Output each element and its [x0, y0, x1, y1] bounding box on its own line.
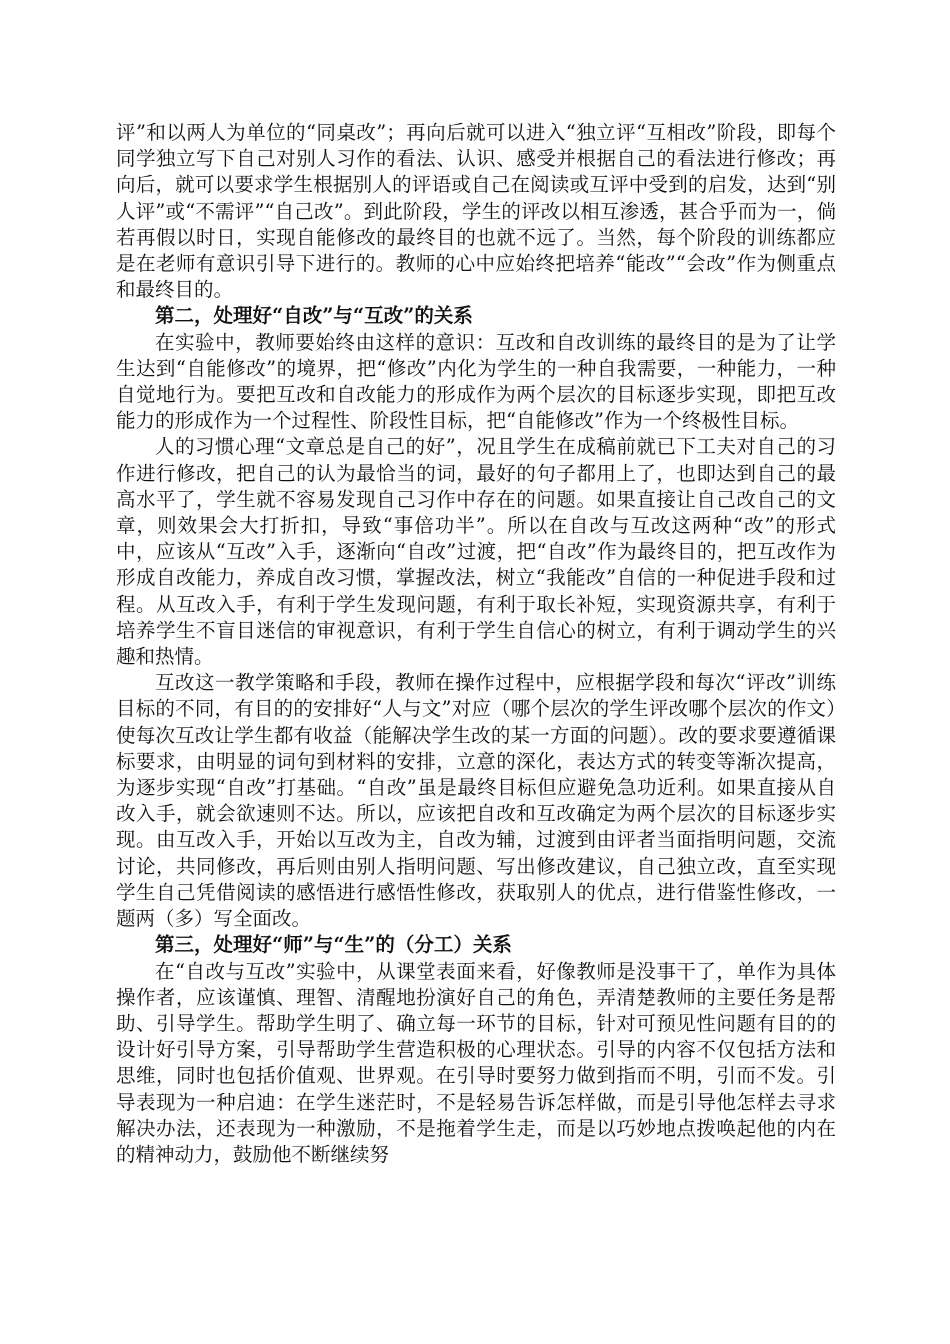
document-body	[116, 120, 836, 1168]
paragraph: 在“自改与互改”实验中，从课堂表面来看，好像教师是没事干了，单作为具体操作者，应该谨慎、理智、清醒地扮演好自己的角色，弄清楚教师的主要任务是帮助、引导学生。帮助学生明了、确立每一环节的目标，针对可预见性问题有目的的设计好引导方案，引导帮助学生营造积极的心理状态。引导的内容不仅包括方法和思维，同时也包括价值观、世界观。在引导时要努力做到指而不明，引而不发。引导表现为一种启迪：在学生迷茫时，不是轻易告诉怎样做，而是引导他怎样去寻求解决办法，还表现为一种激励，不是拖着学生走，而是以巧妙地点拨唤起他的内在的精神动力，鼓励他不断继续努	[116, 959, 836, 1166]
paragraph: 互改这一教学策略和手段，教师在操作过程中，应根据学段和每次“评改”训练目标的不同，有目的的安排好“人与文”对应（哪个层次的学生评改哪个层次的作文）使每次互改让学生都有收益（能解决学生改的某一方面的问题）。改的要求要遵循课标要求，由明显的词句到材料的安排，立意的深化，表达方式的转变等渐次提高，为逐步实现“自改”打基础。“自改”虽是最终目标但应避免急功近利。如果直接从自改入手，就会欲速则不达。所以，应该把自改和互改确定为两个层次的目标逐步实现。由互改入手，开始以互改为主，自改为辅，过渡到由评者当面指明问题，交流讨论，共同修改，再后则由别人指明问题、写出修改建议，自己独立改，直至实现学生自己凭借阅读的感悟进行感悟性修改，获取别人的优点，进行借鉴性修改，一题两（多）写全面改。	[116, 671, 836, 931]
section-heading-3: 第三，处理好“师”与“生”的（分工）关系	[155, 933, 512, 957]
paragraph-continued: 评”和以两人为单位的“同桌改”；再向后就可以进入“独立评“互相改”阶段，即每个同学独立写下自己对别人习作的看法、认识、感受并根据自己的看法进行修改；再向后，就可以要求学生根据别人的评语或自己在阅读或互评中受到的启发，达到“别人评”或“不需评”“自己改”。到此阶段，学生的评改以相互渗透，甚合乎而为一，倘若再假以时日，实现自能修改的最终目的也就不远了。当然，每个阶段的训练都应是在老师有意识引导下进行的。教师的心中应始终把培养“能改”“会改”作为侧重点和最终目的。	[116, 121, 836, 302]
paragraph: 人的习惯心理“文章总是自己的好”，况且学生在成稿前就已下工夫对自己的习作进行修改，把自己的认为最恰当的词，最好的句子都用上了，也即达到自己的最高水平了，学生就不容易发现自己习作中存在的问题。如果直接让自己改自己的文章，则效果会大打折扣，导致“事倍功半”。所以在自改与互改这两种“改”的形式中，应该从“互改”入手，逐渐向“自改”过渡，把“自改”作为最终目的，把互改作为形成自改能力，养成自改习惯，掌握改法，树立“我能改”自信的一种促进手段和过程。从互改入手，有利于学生发现问题，有利于取长补短，实现资源共享，有利于培养学生不盲目迷信的审视意识，有利于学生自信心的树立，有利于调动学生的兴趣和热情。	[116, 435, 836, 669]
section-heading-2: 第二，处理好“自改”与“互改”的关系	[155, 304, 473, 328]
paragraph: 在实验中，教师要始终由这样的意识：互改和自改训练的最终目的是为了让学生达到“自能修改”的境界，把“修改”内化为学生的一种自我需要，一种能力，一种自觉地行为。要把互改和自改能力的形成作为两个层次的目标逐步实现，即把互改能力的形成作为一个过程性、阶段性目标，把“自能修改”作为一个终极性目标。	[116, 330, 836, 433]
